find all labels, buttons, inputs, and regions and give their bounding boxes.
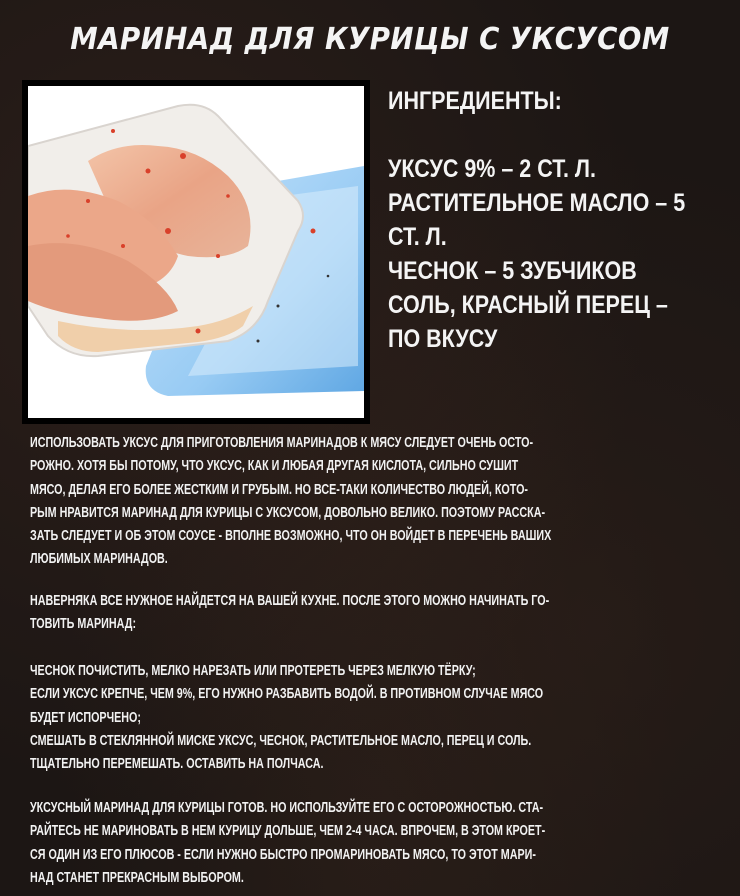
- text-line: НАВЕРНЯКА ВСЕ НУЖНОЕ НАЙДЕТСЯ НА ВАШЕЙ КУХНЕ. ПОСЛЕ ЭТОГО МОЖНО НАЧИНАТЬ ГО-: [30, 593, 550, 609]
- text-line: ЛЮБИМЫХ МАРИНАДОВ.: [30, 551, 168, 568]
- step-line: БУДЕТ ИСПОРЧЕНО;: [30, 709, 141, 726]
- paragraph-preparation-intro: [30, 590, 548, 637]
- text-line: РАЙТЕСЬ НЕ МАРИНОВАТЬ В НЕМ КУРИЦУ ДОЛЬШЕ, ЧЕМ 2-4 ЧАСА. ВПРОЧЕМ, В ЭТОМ КРОЕТ-: [30, 823, 546, 840]
- text-line: ЗАТЬ СЛЕДУЕТ И ОБ ЭТОМ СОУСЕ - ВПОЛНЕ ВОЗМОЖНО, ЧТО ОН ВОЙДЕТ В ПЕРЕЧЕНЬ ВАШИХ: [30, 528, 552, 545]
- text-line: РЫМ НРАВИТСЯ МАРИНАД ДЛЯ КУРИЦЫ С УКСУСОМ, ДОВОЛЬНО ВЕЛИКО. ПОЭТОМУ РАССКА-: [30, 504, 546, 521]
- text-line: МЯСО, ДЕЛАЯ ЕГО БОЛЕЕ ЖЕСТКИМ И ГРУБЫМ. НО ВСЕ-ТАКИ КОЛИЧЕСТВО ЛЮДЕЙ, КОТО-: [30, 481, 528, 498]
- text-line: РОЖНО. ХОТЯ БЫ ПОТОМУ, ЧТО УКСУС, КАК И ЛЮБАЯ ДРУГАЯ КИСЛОТА, СИЛЬНО СУШИТ: [30, 458, 519, 475]
- text-line: НАД СТАНЕТ ПРЕКРАСНЫМ ВЫБОРОМ.: [30, 869, 244, 886]
- text-line: ТОВИТЬ МАРИНАД:: [30, 616, 137, 633]
- step-line: ЧЕСНОК ПОЧИСТИТЬ, МЕЛКО НАРЕЗАТЬ ИЛИ ПРОТЕРЕТЬ ЧЕРЕЗ МЕЛКУЮ ТЁРКУ;: [30, 663, 476, 679]
- marinated-chicken-photo: [28, 86, 364, 418]
- ingredient-line: РАСТИТЕЛЬНОЕ МАСЛО – 5: [388, 189, 686, 217]
- page-title: МАРИНАД ДЛЯ КУРИЦЫ С УКСУСОМ: [70, 22, 670, 57]
- step-line: ЕСЛИ УКСУС КРЕПЧЕ, ЧЕМ 9%, ЕГО НУЖНО РАЗБАВИТЬ ВОДОЙ. В ПРОТИВНОМ СЛУЧАЕ МЯСО: [30, 686, 544, 703]
- text-line: СЯ ОДИН ИЗ ЕГО ПЛЮСОВ - ЕСЛИ НУЖНО БЫСТРО ПРОМАРИНОВАТЬ МЯСО, ТО ЭТОТ МАРИ-: [30, 846, 536, 863]
- ingredient-line: ПО ВКУСУ: [388, 325, 498, 353]
- text-line: ИСПОЛЬЗОВАТЬ УКСУС ДЛЯ ПРИГОТОВЛЕНИЯ МАРИНАДОВ К МЯСУ СЛЕДУЕТ ОЧЕНЬ ОСТО-: [30, 435, 534, 451]
- step-line: ТЩАТЕЛЬНО ПЕРЕМЕШАТЬ. ОСТАВИТЬ НА ПОЛЧАСА.: [30, 756, 324, 773]
- chicken-container-illustration: [28, 86, 364, 418]
- paragraph-intro: [30, 432, 552, 572]
- step-line: СМЕШАТЬ В СТЕКЛЯННОЙ МИСКЕ УКСУС, ЧЕСНОК, РАСТИТЕЛЬНОЕ МАСЛО, ПЕРЕЦ И СОЛЬ.: [30, 732, 532, 749]
- ingredient-line: ЧЕСНОК – 5 ЗУБЧИКОВ: [388, 257, 637, 285]
- paragraph-steps: [30, 660, 548, 776]
- text-line: УКСУСНЫЙ МАРИНАД ДЛЯ КУРИЦЫ ГОТОВ. НО ИСПОЛЬЗУЙТЕ ЕГО С ОСТОРОЖНОСТЬЮ. СТА-: [30, 800, 544, 816]
- ingredient-line: СТ. Л.: [388, 223, 447, 251]
- ingredient-line: УКСУС 9% – 2 СТ. Л.: [388, 155, 596, 183]
- paragraph-conclusion: [30, 797, 548, 890]
- ingredients-heading: ИНГРЕДИЕНТЫ:: [388, 87, 562, 115]
- ingredient-line: СОЛЬ, КРАСНЫЙ ПЕРЕЦ –: [388, 291, 668, 319]
- ingredients-block: [388, 84, 686, 356]
- recipe-photo-frame: [22, 80, 370, 424]
